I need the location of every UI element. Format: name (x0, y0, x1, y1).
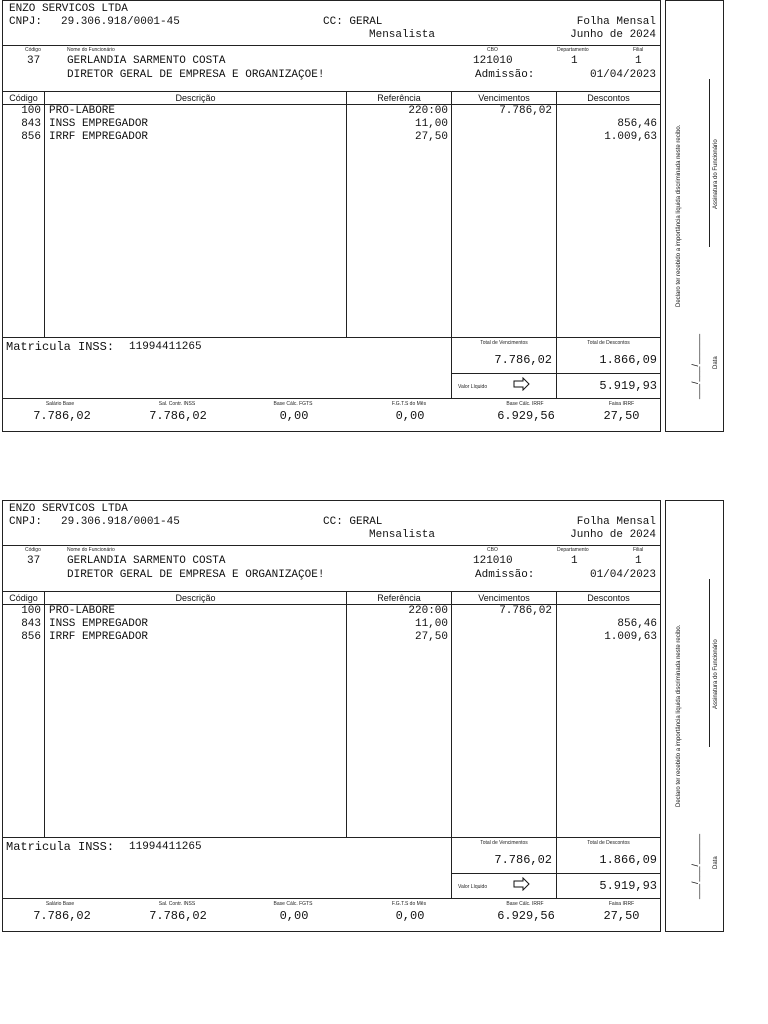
category: Mensalista (369, 29, 436, 41)
item-code: 100 (21, 605, 41, 617)
fgts-month: 0,00 (395, 909, 425, 923)
item-code: 843 (21, 618, 41, 630)
item-code: 856 (21, 631, 41, 643)
table-row (3, 631, 660, 644)
date-placeholder: ___/___/______ (690, 833, 700, 899)
matricula-inss: 11994411265 (129, 341, 202, 353)
item-description: PRO-LABORE (49, 605, 116, 617)
fgts-base: 0,00 (279, 909, 309, 923)
table-row (3, 605, 660, 618)
item-deduction: 1.009,63 (604, 131, 657, 143)
department-label: Departamento (557, 547, 589, 553)
item-reference: 220:00 (408, 605, 448, 617)
name-label: Nome do Funcionário (67, 47, 115, 53)
item-reference: 11,00 (414, 118, 448, 130)
signature-line (709, 79, 710, 247)
employee-code: 37 (27, 555, 41, 567)
item-deduction: 1.009,63 (604, 631, 657, 643)
item-code: 843 (21, 118, 41, 130)
signature-line (709, 579, 710, 747)
cnpj: 29.306.918/0001-45 (61, 16, 180, 28)
signature-label: Assinatura do Funcionário (713, 139, 719, 209)
item-earnings: 7.786,02 (499, 105, 552, 117)
sheet-type: Folha Mensal (576, 16, 656, 28)
total-venc-label: Total de Vencimentos (480, 840, 528, 846)
col-referencia: Referência (377, 93, 421, 103)
period: Junho de 2024 (570, 529, 656, 541)
employee-cbo: 121010 (473, 555, 513, 567)
cost-center: CC: GERAL (323, 16, 383, 28)
irrf-band: 27,50 (603, 909, 640, 923)
item-reference: 220:00 (408, 105, 448, 117)
total-vencimentos: 7.786,02 (494, 853, 552, 867)
company-name: ENZO SERVICOS LTDA (9, 3, 128, 15)
cnpj-label: CNPJ: (9, 16, 43, 28)
period: Junho de 2024 (570, 29, 656, 41)
irrf-band-label: Faixa IRRF (608, 401, 635, 407)
employee-role: DIRETOR GERAL DE EMPRESA E ORGANIZAÇOE! (67, 69, 325, 81)
fgts-month-label: F.G.T.S do Mês (391, 901, 427, 907)
col-referencia: Referência (377, 593, 421, 603)
branch-label: Filial (633, 547, 644, 553)
inss-base-label: Sal. Contr. INSS (158, 401, 196, 407)
cost-center: CC: GERAL (323, 516, 383, 528)
matricula-label: Matricula INSS: (6, 340, 115, 354)
matricula-label: Matricula INSS: (6, 840, 115, 854)
item-description: INSS EMPREGADOR (49, 118, 149, 130)
date-placeholder: ___/___/______ (690, 333, 700, 399)
cbo-label: CBO (487, 547, 498, 553)
matricula-inss: 11994411265 (129, 841, 202, 853)
item-description: PRO-LABORE (49, 105, 116, 117)
employee-branch: 1 (635, 55, 642, 67)
col-descricao: Descrição (175, 93, 216, 103)
receipt-stub (665, 500, 724, 932)
declaration-text: Declaro ter recebido a importância líquida discriminada neste recibo. (676, 624, 682, 807)
total-desc-label: Total de Descontos (587, 840, 630, 846)
irrf-base: 6.929,56 (497, 409, 555, 423)
col-vencimentos: Vencimentos (478, 93, 530, 103)
date-label: Data (713, 356, 719, 369)
company-name: ENZO SERVICOS LTDA (9, 503, 128, 515)
item-deduction: 856,46 (617, 118, 657, 130)
salary-base-label: Salário Base (45, 901, 75, 907)
fgts-base-label: Base Cálc. FGTS (273, 401, 313, 407)
items-table-header (3, 92, 660, 104)
employee-cbo: 121010 (473, 55, 513, 67)
payslip (0, 0, 726, 432)
irrf-base-label: Base Cálc. IRRF (506, 401, 544, 407)
net-value-label: Valor Líquido (458, 884, 488, 890)
irrf-band: 27,50 (603, 409, 640, 423)
item-code: 856 (21, 131, 41, 143)
col-descricao: Descrição (175, 593, 216, 603)
salary-base: 7.786,02 (33, 409, 91, 423)
salary-base-label: Salário Base (45, 401, 75, 407)
irrf-base-label: Base Cálc. IRRF (506, 901, 544, 907)
branch-label: Filial (633, 47, 644, 53)
net-value: 5.919,93 (599, 879, 657, 893)
employee-role: DIRETOR GERAL DE EMPRESA E ORGANIZAÇOE! (67, 569, 325, 581)
item-reference: 11,00 (414, 618, 448, 630)
department-label: Departamento (557, 47, 589, 53)
employee-branch: 1 (635, 555, 642, 567)
inss-base: 7.786,02 (149, 909, 207, 923)
payslip (0, 500, 726, 932)
declaration-text: Declaro ter recebido a importância líquida discriminada neste recibo. (676, 124, 682, 307)
total-venc-label: Total de Vencimentos (480, 340, 528, 346)
fgts-base: 0,00 (279, 409, 309, 423)
cnpj-label: CNPJ: (9, 516, 43, 528)
fgts-month: 0,00 (395, 409, 425, 423)
item-code: 100 (21, 105, 41, 117)
date-label: Data (713, 856, 719, 869)
table-row (3, 131, 660, 144)
arrow-right-icon (513, 377, 531, 391)
item-deduction: 856,46 (617, 618, 657, 630)
total-vencimentos: 7.786,02 (494, 353, 552, 367)
col-codigo: Código (9, 93, 38, 103)
receipt-stub (665, 0, 724, 432)
inss-base-label: Sal. Contr. INSS (158, 901, 196, 907)
item-reference: 27,50 (414, 631, 448, 643)
table-row (3, 118, 660, 131)
cnpj: 29.306.918/0001-45 (61, 516, 180, 528)
arrow-right-icon (513, 877, 531, 891)
signature-label: Assinatura do Funcionário (713, 639, 719, 709)
admission-label: Admissão: (475, 69, 535, 81)
payslip-main (2, 0, 661, 432)
irrf-band-label: Faixa IRRF (608, 901, 635, 907)
col-descontos: Descontos (587, 593, 630, 603)
employee-name: GERLANDIA SARMENTO COSTA (67, 555, 226, 567)
salary-base: 7.786,02 (33, 909, 91, 923)
irrf-base: 6.929,56 (497, 909, 555, 923)
item-description: IRRF EMPREGADOR (49, 131, 149, 143)
item-description: INSS EMPREGADOR (49, 618, 149, 630)
col-codigo: Código (9, 593, 38, 603)
fgts-month-label: F.G.T.S do Mês (391, 401, 427, 407)
employee-department: 1 (571, 55, 578, 67)
employee-department: 1 (571, 555, 578, 567)
fgts-base-label: Base Cálc. FGTS (273, 901, 313, 907)
admission-label: Admissão: (475, 569, 535, 581)
admission-date: 01/04/2023 (589, 569, 656, 581)
table-row (3, 105, 660, 118)
code-label: Código (25, 47, 41, 53)
payslip-main (2, 500, 661, 932)
employee-name: GERLANDIA SARMENTO COSTA (67, 55, 226, 67)
name-label: Nome do Funcionário (67, 547, 115, 553)
item-earnings: 7.786,02 (499, 605, 552, 617)
cbo-label: CBO (487, 47, 498, 53)
items-table-header (3, 592, 660, 604)
net-value: 5.919,93 (599, 379, 657, 393)
total-desc-label: Total de Descontos (587, 340, 630, 346)
col-vencimentos: Vencimentos (478, 593, 530, 603)
table-row (3, 618, 660, 631)
code-label: Código (25, 547, 41, 553)
total-descontos: 1.866,09 (599, 853, 657, 867)
admission-date: 01/04/2023 (589, 69, 656, 81)
sheet-type: Folha Mensal (576, 516, 656, 528)
item-reference: 27,50 (414, 131, 448, 143)
employee-code: 37 (27, 55, 41, 67)
net-value-label: Valor Líquido (458, 384, 488, 390)
category: Mensalista (369, 529, 436, 541)
item-description: IRRF EMPREGADOR (49, 631, 149, 643)
total-descontos: 1.866,09 (599, 353, 657, 367)
inss-base: 7.786,02 (149, 409, 207, 423)
col-descontos: Descontos (587, 93, 630, 103)
